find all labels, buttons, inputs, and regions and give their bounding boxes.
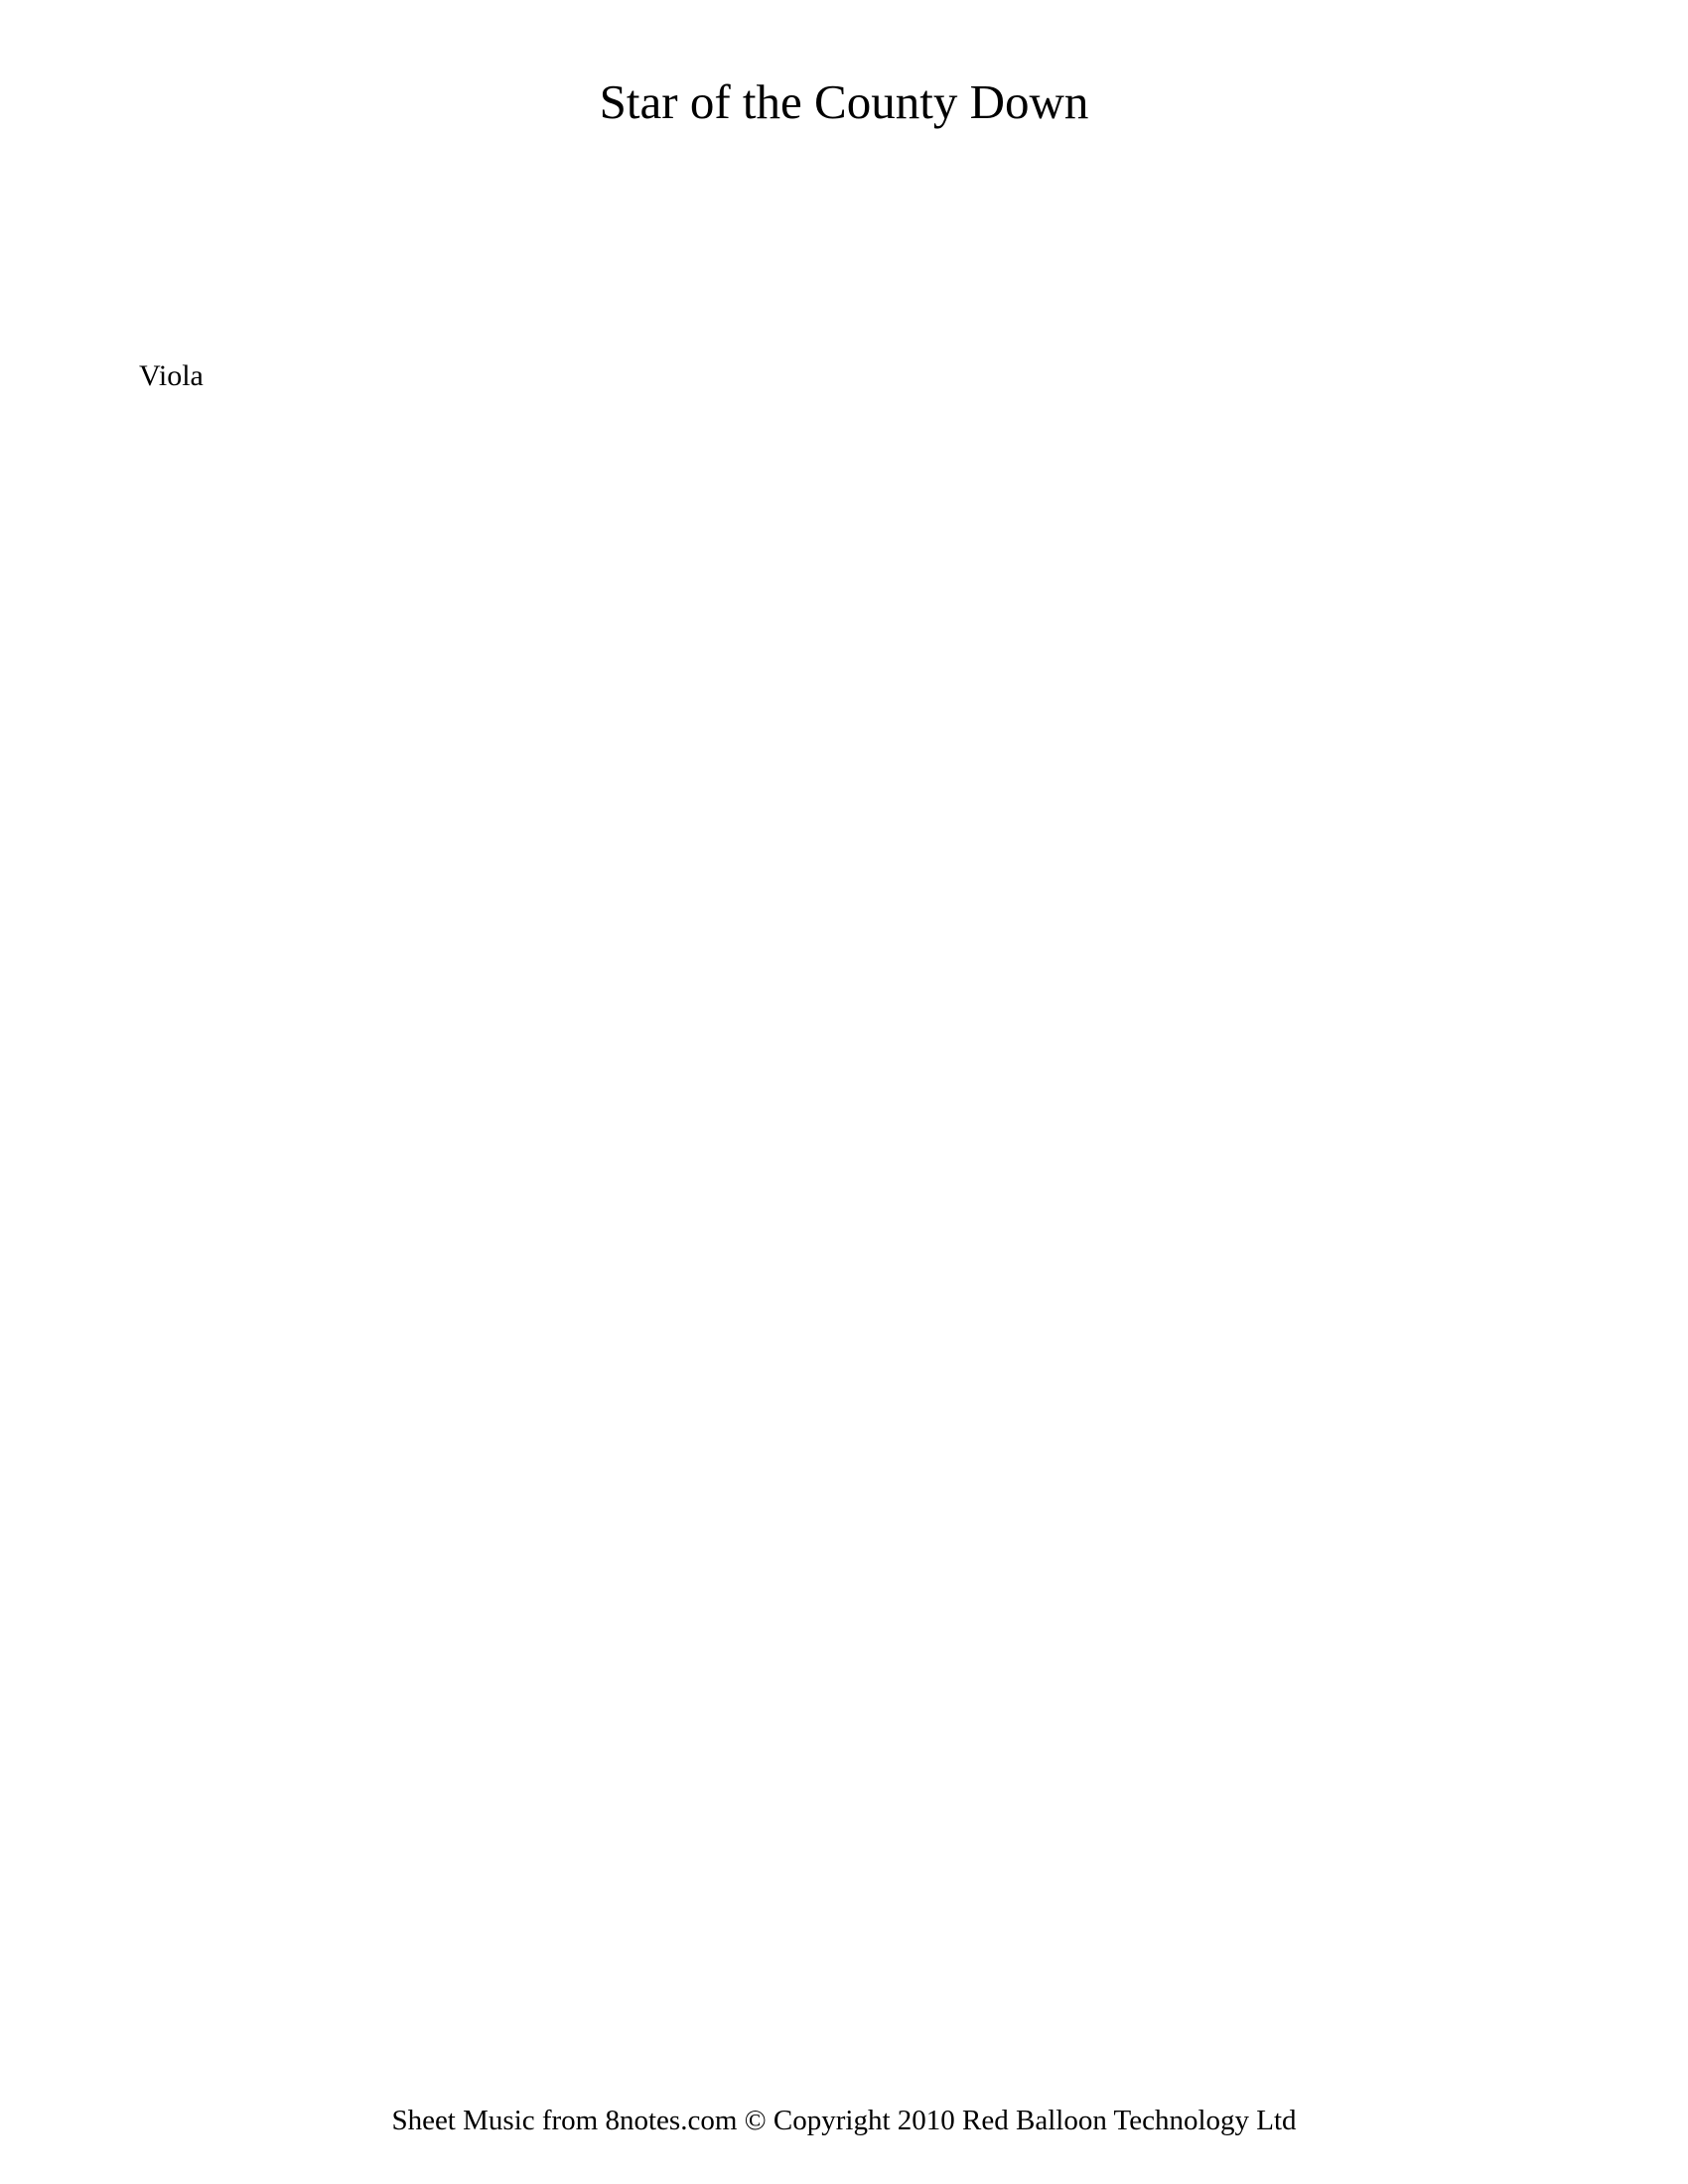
instrument-label: Viola [139, 359, 204, 392]
page-title: Star of the County Down [599, 74, 1089, 129]
footer-copyright: Sheet Music from 8notes.com © Copyright 2010 Red Balloon Technology Ltd [391, 2105, 1297, 2136]
